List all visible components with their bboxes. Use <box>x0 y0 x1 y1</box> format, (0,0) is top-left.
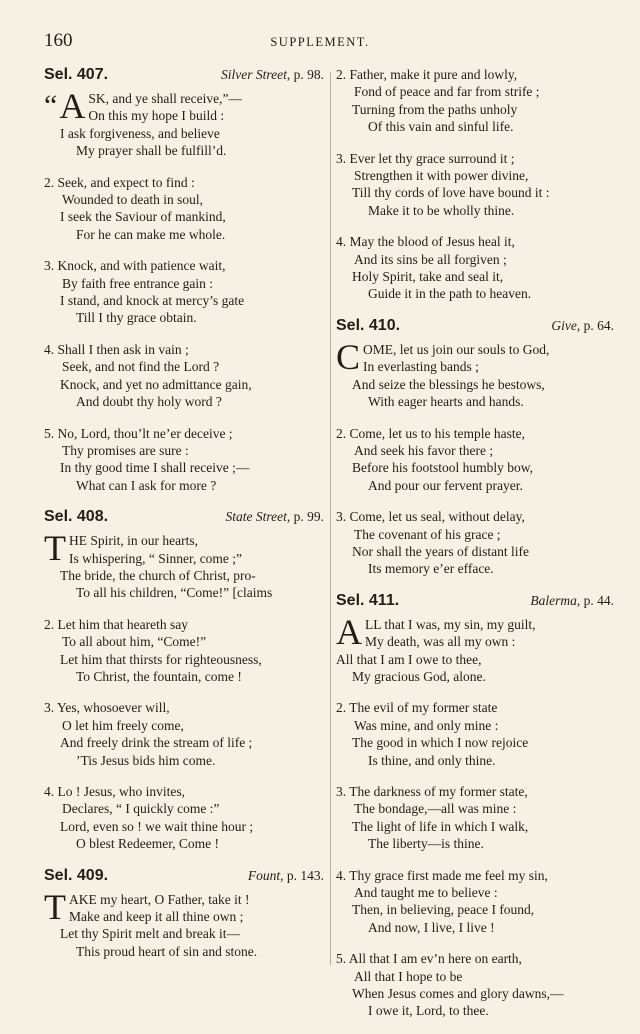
verse-line: I seek the Saviour of mankind, <box>60 209 226 225</box>
tune-page: , p. 99. <box>286 509 324 525</box>
stanza <box>336 699 614 769</box>
hymn-408 <box>44 508 324 853</box>
verse-line: This proud heart of sin and stone. <box>76 943 258 959</box>
verse-line: 4. Thy grace first made me feel my sin, <box>336 867 548 883</box>
verse-line: With eager hearts and hands. <box>368 394 524 410</box>
verse-line: To all about him, “Come!” <box>62 634 207 650</box>
drop-cap: T <box>44 532 66 567</box>
verse-line: 5. All that I am ev’n here on earth, <box>336 951 522 967</box>
verse-line: And its sins be all forgiven ; <box>354 251 507 267</box>
hymn-409-continued <box>336 66 614 303</box>
verse-line: And taught me to believe : <box>354 885 498 901</box>
tune-page: , p. 44. <box>576 592 614 608</box>
verse-line: By faith free entrance gain : <box>62 275 214 291</box>
verse-line: And seek his favor there ; <box>354 442 494 458</box>
verse-line: The covenant of his grace ; <box>354 526 501 542</box>
verse-line: And doubt thy holy word ? <box>76 394 222 410</box>
stanza <box>44 257 324 327</box>
verse-line: Strengthen it with power divine, <box>354 168 529 184</box>
verse-line: Knock, and yet no admittance gain, <box>60 376 252 392</box>
verse-line: And now, I live, I live ! <box>368 919 495 935</box>
verse-line: When Jesus comes and glory dawns,— <box>352 986 564 1002</box>
hymn-heading <box>336 592 614 616</box>
hymn-number: Sel. 409. <box>44 866 109 884</box>
drop-cap: C <box>336 340 361 376</box>
verse-line: Nor shall the years of distant life <box>352 543 529 559</box>
verse-line: OME, let us join our souls to God, <box>363 341 550 357</box>
running-head: SUPPLEMENT. <box>270 35 370 49</box>
verse-line: LL that I was, my sin, my guilt, <box>365 616 536 632</box>
verse-line: Declares, “ I quickly come :” <box>62 801 220 817</box>
tune-name: State Street <box>225 509 287 525</box>
verse-line: 2. Let him that heareth say <box>44 616 188 632</box>
verse-line: HE Spirit, in our hearts, <box>69 533 198 549</box>
tune-name: Give <box>551 317 577 333</box>
verse-line: The bride, the church of Christ, pro- <box>60 567 256 583</box>
verse-line: Make and keep it all thine own ; <box>69 909 244 925</box>
hymn-number: Sel. 407. <box>44 66 109 83</box>
verse-line: In everlasting bands ; <box>363 359 479 375</box>
verse-line: Of this vain and sinful life. <box>368 119 514 135</box>
stanza <box>336 616 614 686</box>
verse-line: 5. No, Lord, thou’lt ne’er deceive ; <box>44 425 233 441</box>
first-lines <box>44 90 324 125</box>
stanza <box>44 174 324 244</box>
drop-cap: T <box>44 890 66 926</box>
verse-line: Thy promises are sure : <box>62 442 189 458</box>
stanza <box>336 341 614 411</box>
verse-line: The light of life in which I walk, <box>352 818 529 834</box>
tune-name: Silver Street <box>221 67 287 82</box>
hymn-heading <box>44 508 324 532</box>
verse-line: 2. The evil of my former state <box>336 700 498 716</box>
stanza <box>336 150 614 220</box>
verse-line: Turning from the paths unholy <box>352 101 518 117</box>
page-number: 160 <box>44 30 73 51</box>
verse-line: Till I thy grace obtain. <box>76 310 197 326</box>
verse-line: Is thine, and only thine. <box>368 752 496 768</box>
verse-line: AKE my heart, O Father, take it ! <box>69 891 250 907</box>
verse-line: 4. Lo ! Jesus, who invites, <box>44 784 185 799</box>
drop-cap: A <box>59 90 86 125</box>
verse-line: 2. Come, let us to his temple haste, <box>336 425 525 441</box>
stanza <box>336 783 614 853</box>
verse-line: Till thy cords of love have bound it : <box>352 185 550 201</box>
drop-cap: A <box>336 615 362 651</box>
stanza <box>44 891 324 961</box>
hymn-410 <box>336 317 614 578</box>
stanza <box>44 425 324 495</box>
verse-line: 4. May the blood of Jesus heal it, <box>336 234 515 250</box>
verse-line: Let thy Spirit melt and break it— <box>60 926 240 942</box>
stanza <box>44 341 324 411</box>
verse-line: All that I am I owe to thee, <box>336 651 482 667</box>
verse-line: Seek, and not find the Lord ? <box>62 359 220 375</box>
hymn-409 <box>44 867 324 961</box>
hymn-heading <box>336 317 614 341</box>
verse-line: On this my hope I build : <box>88 108 225 124</box>
verse-line: Fond of peace and far from strife ; <box>354 84 540 100</box>
verse-line: And freely drink the stream of life ; <box>60 735 253 751</box>
hymn-number: Sel. 408. <box>44 508 109 526</box>
tune-name: Fount <box>247 867 281 883</box>
tune-reference <box>226 509 324 525</box>
first-lines <box>336 616 614 651</box>
right-column <box>336 66 614 1034</box>
verse-line: Lord, even so ! we wait thine hour ; <box>60 818 254 834</box>
verse-line: Before his footstool humbly bow, <box>352 460 533 476</box>
first-lines <box>44 532 324 567</box>
verse-line: Then, in believing, peace I found, <box>352 902 535 918</box>
hymn-heading <box>44 867 324 891</box>
verse-line: Wounded to death in soul, <box>62 192 204 208</box>
verse-line: ’Tis Jesus bids him come. <box>76 752 216 768</box>
verse-line: Make it to be wholly thine. <box>368 202 515 218</box>
tune-page: , p. 143. <box>280 867 324 883</box>
verse-line: Let him that thirsts for righteousness, <box>60 651 262 667</box>
verse-line: 2. Father, make it pure and lowly, <box>336 67 518 82</box>
verse-line: I owe it, Lord, to thee. <box>368 1003 489 1019</box>
verse-line: 3. Knock, and with patience wait, <box>44 258 226 274</box>
verse-line: I ask forgiveness, and believe <box>60 125 220 141</box>
stanza <box>44 532 324 602</box>
tune-page: , p. 64. <box>576 317 614 333</box>
hymn-heading <box>44 66 324 90</box>
stanza <box>44 616 324 686</box>
page-header <box>0 30 640 56</box>
stanza <box>336 233 614 303</box>
verse-line: 3. Ever let thy grace surround it ; <box>336 150 515 166</box>
verse-line: 3. The darkness of my former state, <box>336 784 528 799</box>
tune-reference <box>221 67 324 83</box>
stanza <box>336 867 614 937</box>
tune-name: Balerma <box>530 592 577 608</box>
verse-line: And seize the blessings he bestows, <box>352 376 545 392</box>
first-lines <box>44 891 324 926</box>
tune-reference <box>248 868 324 884</box>
verse-line: Holy Spirit, take and seal it, <box>352 269 504 285</box>
stanza <box>44 90 324 160</box>
verse-line: What can I ask for more ? <box>76 477 217 493</box>
verse-line: The liberty—is thine. <box>368 836 484 852</box>
open-quote: “ <box>44 90 58 122</box>
stanza <box>336 508 614 578</box>
verse-line: O let him freely come, <box>62 717 184 733</box>
left-column <box>44 66 324 974</box>
verse-line: Was mine, and only mine : <box>354 717 499 733</box>
verse-line: The bondage,—all was mine : <box>354 801 517 817</box>
column-divider <box>330 72 331 965</box>
hymn-number: Sel. 410. <box>336 316 401 334</box>
verse-line: O blest Redeemer, Come ! <box>76 836 220 852</box>
verse-line: For he can make me whole. <box>76 226 226 242</box>
verse-line: My prayer shall be fulfill’d. <box>76 143 227 159</box>
stanza <box>336 425 614 495</box>
stanza <box>44 699 324 769</box>
first-lines <box>336 341 614 376</box>
hymn-407 <box>44 66 324 494</box>
verse-line: Is whispering, “ Sinner, come ;” <box>69 550 243 566</box>
stanza <box>336 950 614 1020</box>
verse-line: In thy good time I shall receive ;— <box>60 460 250 476</box>
verse-line: I stand, and knock at mercy’s gate <box>60 293 245 309</box>
stanza <box>44 783 324 853</box>
verse-line: All that I hope to be <box>354 968 463 984</box>
verse-line: Guide it in the path to heaven. <box>368 286 532 302</box>
verse-line: To Christ, the fountain, come ! <box>76 668 242 684</box>
tune-page: , p. 98. <box>286 67 324 82</box>
verse-line: 4. Shall I then ask in vain ; <box>44 341 189 357</box>
verse-line: Its memory e’er efface. <box>368 561 494 577</box>
verse-line: The good in which I now rejoice <box>352 735 529 751</box>
tune-reference <box>530 593 614 609</box>
verse-line: SK, and ye shall receive,”— <box>88 91 243 106</box>
verse-line: To all his children, “Come!” [claims <box>76 585 273 601</box>
verse-line: 3. Yes, whosoever will, <box>44 700 170 716</box>
verse-line: 3. Come, let us seal, without delay, <box>336 509 525 525</box>
verse-line: My death, was all my own : <box>365 634 516 650</box>
hymn-411 <box>336 592 614 1020</box>
hymn-number: Sel. 411. <box>336 591 400 609</box>
stanza <box>336 66 614 136</box>
verse-line: My gracious God, alone. <box>352 668 486 684</box>
verse-line: 2. Seek, and expect to find : <box>44 174 195 190</box>
tune-reference <box>551 318 614 334</box>
verse-line: And pour our fervent prayer. <box>368 477 523 493</box>
